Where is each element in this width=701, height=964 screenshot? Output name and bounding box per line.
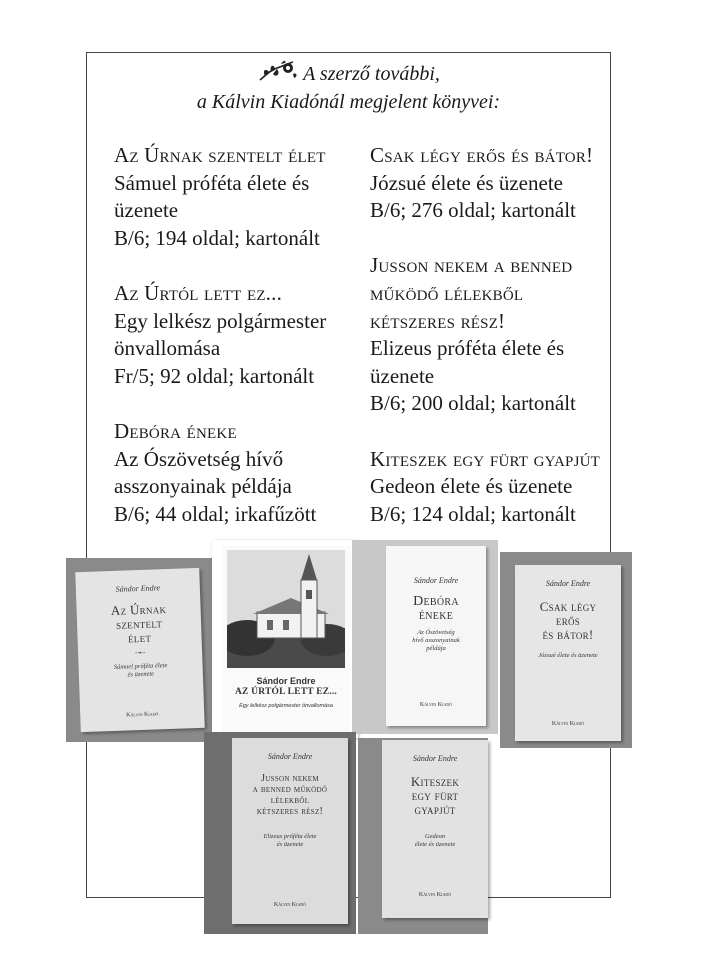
flower-ornament-icon bbox=[257, 60, 299, 84]
left-column bbox=[114, 142, 364, 556]
book-details: B/6; 194 oldal; kartonált bbox=[114, 225, 320, 250]
cover-title-line: erős bbox=[555, 613, 581, 628]
book-entry bbox=[114, 142, 364, 252]
right-column bbox=[370, 142, 610, 556]
cover-title-line: lélekből bbox=[270, 795, 310, 806]
header-line-1 bbox=[86, 60, 611, 88]
cover-title-line: Kiteszek bbox=[410, 774, 460, 789]
book-subtitle: Gedeon élete és üzenete bbox=[370, 474, 573, 499]
cover-publisher: Kálvin Kiadó bbox=[126, 711, 159, 719]
cover-subtitle bbox=[382, 833, 488, 849]
book-subtitle: önvallomása bbox=[114, 336, 221, 361]
book-details: B/6; 44 oldal; irkafűzött bbox=[114, 501, 317, 526]
cover-publisher: Kálvin Kiadó bbox=[419, 702, 453, 708]
cover-subtitle: Egy lelkész polgármester önvallomása bbox=[239, 703, 333, 709]
cover-title-line: Jusson nekem bbox=[261, 773, 319, 784]
cover-subtitle-line: hívő asszonyainak bbox=[412, 637, 460, 644]
cover-title-line: egy fürt bbox=[411, 788, 459, 803]
cover-publisher: Kálvin Kiadó bbox=[273, 902, 307, 908]
cover-author: Sándor Endre bbox=[413, 576, 459, 585]
book-title: Jusson nekem a benned bbox=[370, 253, 573, 278]
cover-title bbox=[232, 773, 348, 817]
book-subtitle: üzenete bbox=[370, 363, 435, 388]
cover-title-line: éneke bbox=[418, 608, 454, 623]
book-cover-kiteszek bbox=[382, 740, 488, 918]
cover-title-line: gyapjút bbox=[414, 802, 456, 817]
book-cover-jusson bbox=[232, 738, 348, 924]
book-details: B/6; 124 oldal; kartonált bbox=[370, 501, 576, 526]
book-entry bbox=[370, 446, 610, 529]
cover-title bbox=[386, 595, 486, 623]
church-photo bbox=[227, 550, 345, 668]
cover-subtitle-line: és üzenete bbox=[127, 670, 155, 679]
cover-title: AZ ÚRTÓL LETT EZ... bbox=[234, 687, 338, 697]
book-cover-urnak bbox=[75, 568, 205, 732]
book-title: Az Úrnak szentelt élet bbox=[114, 143, 326, 167]
book-title: Csak légy erős és bátor! bbox=[370, 143, 594, 167]
book-subtitle: Egy lelkész polgármester bbox=[114, 308, 327, 333]
book-title: Debóra éneke bbox=[114, 418, 237, 443]
cover-subtitle bbox=[386, 629, 486, 653]
cover-author: Sándor Endre bbox=[545, 579, 591, 588]
cover-title-line: Csak légy bbox=[539, 599, 597, 614]
cover-author: Sándor Endre bbox=[256, 676, 316, 686]
book-subtitle: Józsué élete és üzenete bbox=[370, 170, 563, 195]
cover-ornament: ~•~ bbox=[134, 648, 146, 658]
book-subtitle: asszonyainak példája bbox=[114, 474, 292, 499]
book-entry bbox=[114, 418, 364, 528]
cover-author: Sándor Endre bbox=[412, 754, 458, 763]
book-subtitle: Sámuel próféta élete és bbox=[114, 170, 310, 195]
cover-author: Sándor Endre bbox=[267, 752, 313, 761]
book-title: kétszeres rész! bbox=[370, 308, 506, 333]
cover-subtitle-line: Az Ószövetség bbox=[417, 629, 455, 636]
book-entry bbox=[114, 280, 364, 390]
cover-title bbox=[76, 601, 201, 647]
book-title: Az Úrtól lett ez... bbox=[114, 280, 283, 305]
book-cover-csak bbox=[515, 565, 621, 741]
cover-title-line: a benned működő bbox=[252, 784, 328, 795]
book-entry bbox=[370, 252, 610, 418]
cover-title-line: és bátor! bbox=[542, 627, 594, 642]
cover-subtitle-line: Gedeon bbox=[424, 833, 446, 840]
cover-subtitle bbox=[78, 661, 202, 681]
cover-subtitle-line: élete és üzenete bbox=[414, 841, 456, 848]
cover-subtitle-line: Sámuel próféta élete bbox=[113, 662, 168, 671]
cover-title-line: Debóra bbox=[413, 594, 459, 609]
cover-author: Sándor Endre bbox=[115, 583, 161, 594]
cover-title bbox=[515, 600, 621, 642]
cover-subtitle-line: Elizeus próféta élete bbox=[263, 833, 317, 840]
book-details: B/6; 276 oldal; kartonált bbox=[370, 198, 576, 223]
cover-subtitle: Józsué élete és üzenete bbox=[538, 652, 598, 659]
cover-subtitle-line: és üzenete bbox=[276, 841, 304, 848]
cover-title-line: élet bbox=[127, 629, 152, 646]
book-subtitle: üzenete bbox=[114, 198, 179, 223]
book-title: Kiteszek egy fürt gyapjút bbox=[370, 446, 601, 471]
book-subtitle: Elizeus próféta élete és bbox=[370, 336, 565, 361]
book-cover-urtol bbox=[222, 546, 350, 732]
cover-title-line: Az Úrnak bbox=[110, 601, 167, 618]
cover-subtitle bbox=[232, 833, 348, 849]
book-title: működő lélekből bbox=[370, 280, 524, 305]
book-details: B/6; 200 oldal; kartonált bbox=[370, 391, 576, 416]
book-subtitle: Az Ószövetség hívő bbox=[114, 446, 284, 471]
cover-title bbox=[382, 775, 488, 817]
header-line-2: a Kálvin Kiadónál megjelent könyvei: bbox=[196, 91, 501, 113]
book-details: Fr/5; 92 oldal; kartonált bbox=[114, 363, 315, 388]
cover-subtitle-line: példája bbox=[426, 645, 446, 652]
header-text-1: A szerző további, bbox=[303, 63, 440, 85]
cover-publisher: Kálvin Kiadó bbox=[551, 721, 585, 727]
book-cover-debora bbox=[386, 546, 486, 726]
cover-publisher: Kálvin Kiadó bbox=[418, 892, 452, 898]
cover-title-line: szentelt bbox=[115, 615, 163, 632]
book-entry bbox=[370, 142, 610, 225]
cover-title-line: kétszeres rész! bbox=[256, 806, 324, 817]
